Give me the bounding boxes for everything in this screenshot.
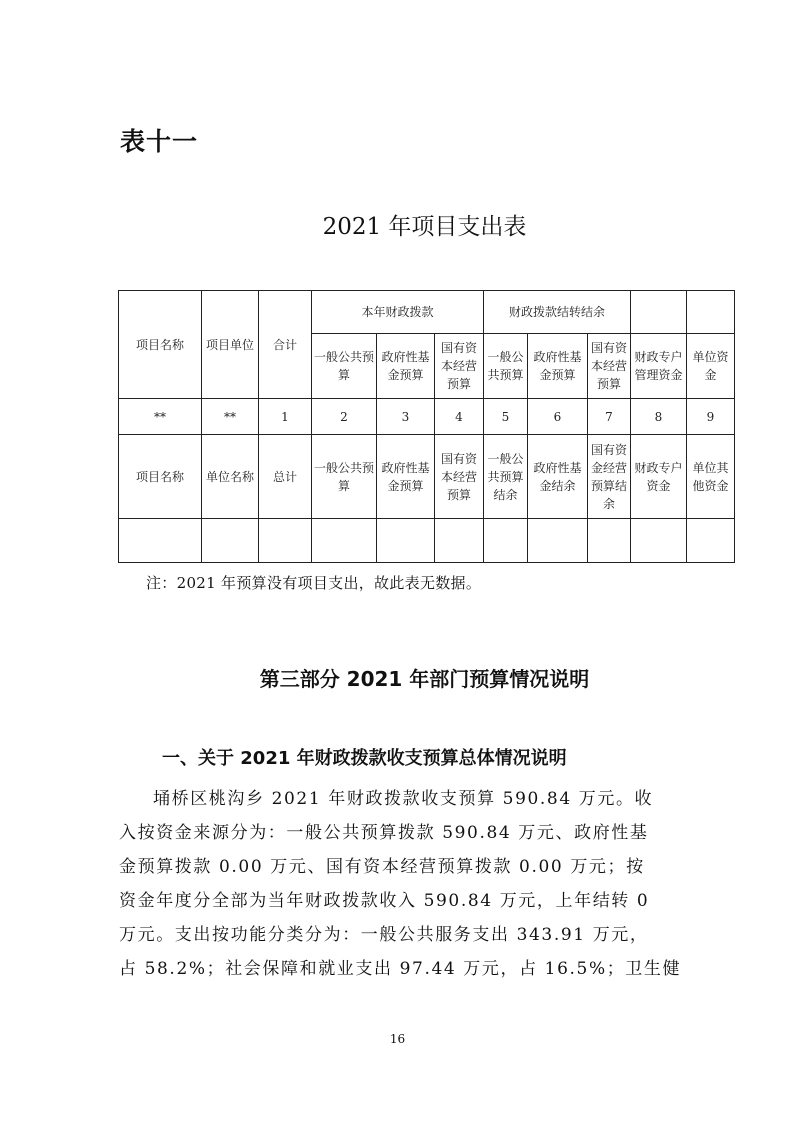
data-cell <box>259 519 312 563</box>
paragraph-line: 入按资金来源分为：一般公共预算拨款 590.84 万元、政府性基 <box>119 823 649 843</box>
header2-cell: 国有资本经营预算 <box>435 435 484 519</box>
header-sub-cell: 国有资本经营预算 <box>435 334 484 399</box>
number-cell: 9 <box>687 399 735 435</box>
data-cell <box>687 519 735 563</box>
page-number: 16 <box>389 1032 406 1046</box>
data-cell <box>312 519 377 563</box>
header2-cell: 项目名称 <box>119 435 202 519</box>
table-note: 注：2021 年预算没有项目支出，故此表无数据。 <box>146 574 482 592</box>
data-cell <box>377 519 435 563</box>
number-cell: 3 <box>377 399 435 435</box>
number-row <box>119 399 735 435</box>
data-cell <box>119 519 202 563</box>
header-sub-cell: 一般公共预算 <box>312 334 377 399</box>
header-sub-cell: 一般公共预算 <box>484 334 528 399</box>
number-cell: ** <box>202 399 259 435</box>
paragraph-line: 金预算拨款 0.00 万元、国有资本经营预算拨款 0.00 万元；按 <box>119 857 645 877</box>
number-cell: 4 <box>435 399 484 435</box>
header2-cell: 总计 <box>259 435 312 519</box>
header2-cell: 财政专户资金 <box>631 435 687 519</box>
header-total: 合计 <box>259 291 312 399</box>
table-row <box>119 519 735 563</box>
number-cell: 2 <box>312 399 377 435</box>
data-cell <box>528 519 588 563</box>
header-sub-cell: 单位资金 <box>687 334 735 399</box>
project-expenditure-table <box>118 290 735 563</box>
header-project-unit: 项目单位 <box>202 291 259 399</box>
number-cell: 1 <box>259 399 312 435</box>
number-cell: ** <box>119 399 202 435</box>
paragraph-line: 万元。支出按功能分类分为：一般公共服务支出 343.91 万元， <box>119 925 649 945</box>
number-cell: 5 <box>484 399 528 435</box>
table-title: 2021 年项目支出表 <box>322 214 527 240</box>
number-cell: 7 <box>588 399 631 435</box>
header-empty-cell <box>687 291 735 334</box>
header-sub-cell: 国有资本经营预算 <box>588 334 631 399</box>
data-cell <box>202 519 259 563</box>
paragraph-line: 资金年度分全部为当年财政拨款收入 590.84 万元，上年结转 0 <box>119 891 650 911</box>
header2-cell: 政府性基金预算 <box>377 435 435 519</box>
part-title: 第三部分 2021 年部门预算情况说明 <box>259 667 590 691</box>
paragraph-line: 埇桥区桃沟乡 2021 年财政拨款收支预算 590.84 万元。收 <box>153 789 654 809</box>
header2-cell: 一般公共预算 <box>312 435 377 519</box>
number-cell: 8 <box>631 399 687 435</box>
header-group-current-year: 本年财政拨款 <box>312 291 484 334</box>
table-label: 表十一 <box>120 127 199 156</box>
header-project-name: 项目名称 <box>119 291 202 399</box>
header-group-carryover: 财政拨款结转结余 <box>484 291 631 334</box>
header2-row <box>119 435 735 519</box>
section-title: 一、关于 2021 年财政拨款收支预算总体情况说明 <box>162 748 567 769</box>
number-cell: 6 <box>528 399 588 435</box>
header2-cell: 国有资金经营预算结余 <box>588 435 631 519</box>
data-cell <box>631 519 687 563</box>
header-sub-cell: 政府性基金预算 <box>377 334 435 399</box>
paragraph-line: 占 58.2%；社会保障和就业支出 97.44 万元，占 16.5%；卫生健 <box>119 959 682 979</box>
data-cell <box>484 519 528 563</box>
header2-cell: 一般公共预算结余 <box>484 435 528 519</box>
data-cell <box>588 519 631 563</box>
header2-cell: 单位其他资金 <box>687 435 735 519</box>
header2-cell: 政府性基金结余 <box>528 435 588 519</box>
header-sub-cell: 财政专户管理资金 <box>631 334 687 399</box>
header-empty-cell <box>631 291 687 334</box>
data-cell <box>435 519 484 563</box>
header-sub-cell: 政府性基金预算 <box>528 334 588 399</box>
header2-cell: 单位名称 <box>202 435 259 519</box>
